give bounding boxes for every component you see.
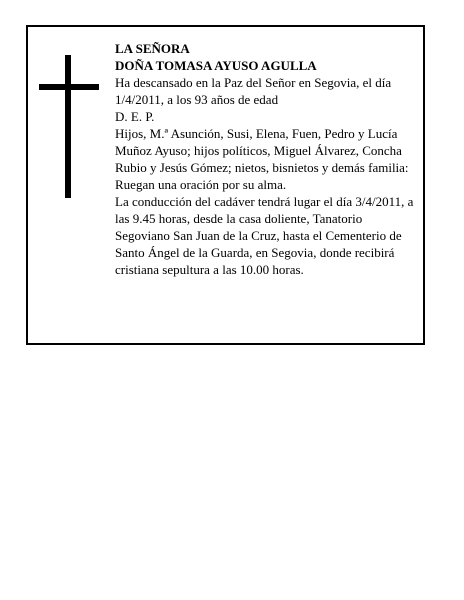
prayer-request: Ruegan una oración por su alma.: [115, 177, 287, 192]
notice-title-line-2: DOÑA TOMASA AYUSO AGULLA: [115, 58, 317, 73]
cross-vertical-bar: [65, 55, 71, 198]
funeral-details: La conducción del cadáver tendrá lugar el día 3/4/2011, a las 9.45 horas, desde la casa doliente, Tanatorio Segoviano San Juan de la Cruz, hasta el Cementerio de Santo Ángel de la Guarda, en Segovia, donde recibirá cristiana sepultura a las 10.00 horas.: [115, 194, 414, 277]
notice-title-line-1: LA SEÑORA: [115, 41, 190, 56]
notice-text: [115, 40, 420, 278]
family-list: Hijos, M.ª Asunción, Susi, Elena, Fuen, Pedro y Lucía Muñoz Ayuso; hijos políticos, Miguel Álvarez, Concha Rubio y Jesús Gómez; nietos, bisnietos y demás familia:: [115, 126, 409, 175]
death-notice: Ha descansado en la Paz del Señor en Segovia, el día 1/4/2011, a los 93 años de edad: [115, 75, 392, 107]
rip-abbreviation: D. E. P.: [115, 109, 155, 124]
obituary-notice: [26, 25, 425, 345]
cross-icon: [39, 55, 99, 198]
cross-horizontal-bar: [39, 84, 99, 90]
